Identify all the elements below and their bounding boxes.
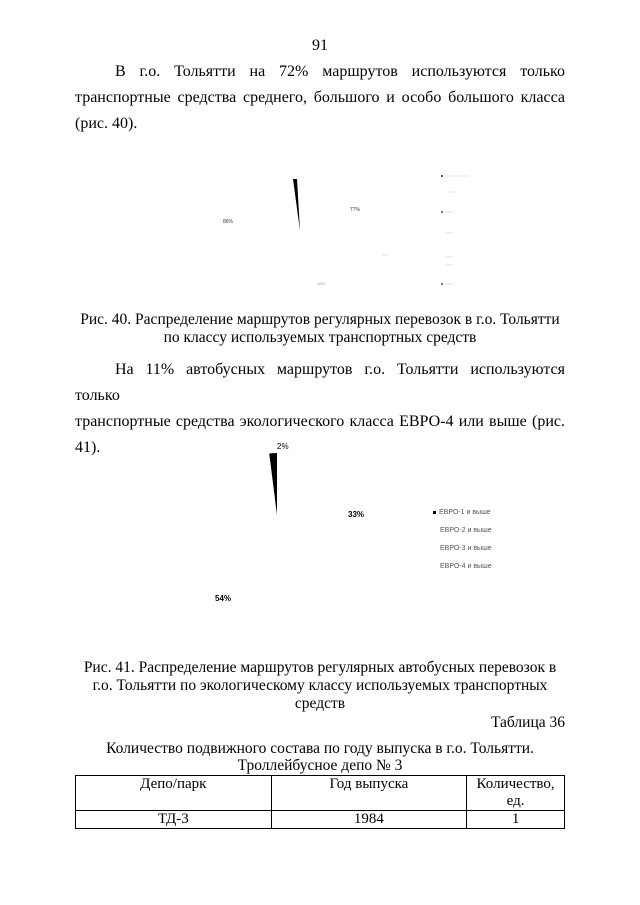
legend-label: ЕВРО-3 и выше xyxy=(440,545,492,552)
table-title xyxy=(75,740,565,774)
pie-label-euro4: 2% xyxy=(277,442,289,451)
paragraph-line: транспортные средства среднего, большого и особо большого класса xyxy=(75,89,565,106)
paragraph-line: транспортные средства экологического класса ЕВРО-4 или выше (рис. 41). xyxy=(75,413,565,456)
paragraph-line: На 11% автобусных маршрутов г.о. Тольятти используются только xyxy=(75,361,565,404)
caption-line: Рис. 41. Распределение маршрутов регулярных автобусных перевозок в xyxy=(83,659,557,676)
rolling-stock-table xyxy=(75,775,565,829)
pie-label-a: 86% xyxy=(223,219,234,225)
caption-line: по классу используемых транспортных средств xyxy=(163,329,477,346)
pie-label-euro1: 33% xyxy=(348,510,365,519)
caption-line: Рис. 40. Распределение маршрутов регулярных перевозок в г.о. Тольятти xyxy=(80,311,560,328)
legend-marker xyxy=(441,211,443,213)
pie-label-c: 10% xyxy=(317,281,326,286)
header-line: ед. xyxy=(506,793,525,809)
paragraph-line: В г.о. Тольятти на 72% маршрутов используются только xyxy=(115,63,565,80)
figure-41-caption xyxy=(75,659,565,713)
column-header-count xyxy=(467,776,565,811)
table-row xyxy=(76,811,565,829)
column-header-depot: Депо/парк xyxy=(76,776,272,811)
caption-line: средств xyxy=(294,695,346,712)
cell-count: 1 xyxy=(467,811,565,829)
figure-40-caption xyxy=(75,311,565,347)
legend-marker xyxy=(441,283,443,285)
legend-item xyxy=(433,527,492,545)
legend-label: ЕВРО-4 и выше xyxy=(440,563,492,570)
legend-label: ЕВРО-1 и выше xyxy=(439,509,491,516)
legend-item xyxy=(433,563,492,581)
legend-marker xyxy=(441,175,443,177)
caption-line: г.о. Тольятти по экологическому классу используемых транспортных xyxy=(92,677,548,694)
cell-year: 1984 xyxy=(271,811,467,829)
legend-label: ЕВРО-2 и выше xyxy=(440,527,492,534)
paragraph-routes-class xyxy=(75,59,565,137)
table-title-line: Количество подвижного состава по году выпуска в г.о. Тольятти. xyxy=(106,740,534,757)
legend-item xyxy=(433,545,492,563)
column-header-year: Год выпуска xyxy=(271,776,467,811)
legend-item xyxy=(433,509,492,527)
legend-marker xyxy=(433,511,436,514)
figure-41-legend xyxy=(433,509,492,581)
table-title-line: Троллейбусное депо № 3 xyxy=(237,757,403,774)
paragraph-line: (рис. 40). xyxy=(75,115,138,132)
table-number: Таблица 36 xyxy=(490,714,565,731)
pie-separator-wedge xyxy=(293,179,300,231)
cell-depot: ТД-3 xyxy=(76,811,272,829)
page-number: 91 xyxy=(312,37,328,54)
pie-label-b: 77% xyxy=(350,207,361,213)
header-line: Количество, xyxy=(476,776,555,792)
figure-40-chart xyxy=(75,165,565,295)
pie-label-euro2: 54% xyxy=(215,594,232,603)
table-header-row xyxy=(76,776,565,811)
